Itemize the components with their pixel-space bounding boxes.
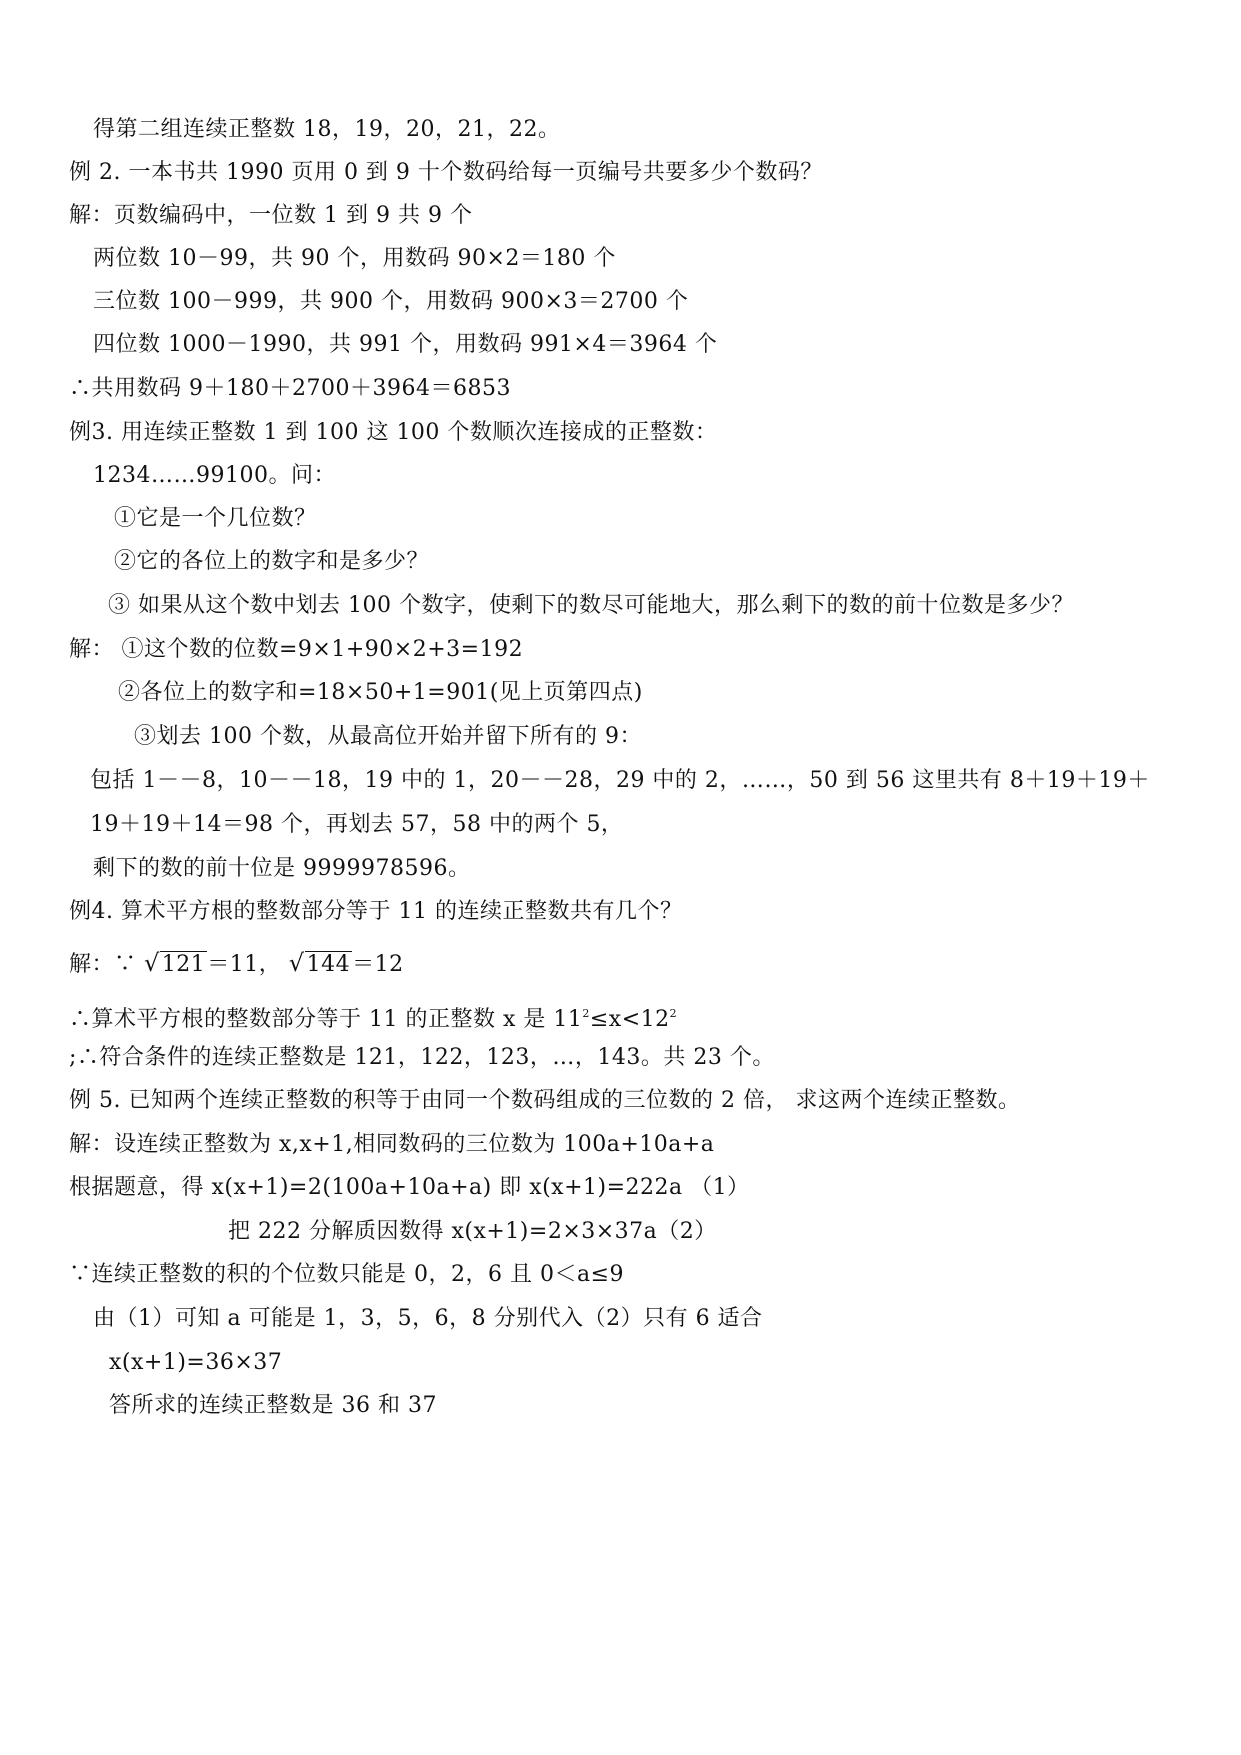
text-line: 包括 1－－8，10－－18，19 中的 1，20－－28，29 中的 2，……，50 到 56 这里共有 8＋19＋19＋	[90, 768, 1150, 793]
text-line: ∵连续正整数的积的个位数只能是 0，2，6 且 0＜a≤9	[69, 1262, 625, 1287]
text-line: 解：设连续正整数为 x,x+1,相同数码的三位数为 100a+10a+a	[69, 1132, 715, 1157]
text-line: 三位数 100－999，共 900 个，用数码 900×3＝2700 个	[93, 289, 689, 314]
text-line: ②各位上的数字和=18×50+1=901(见上页第四点)	[118, 680, 643, 705]
example-5-heading: 例 5. 已知两个连续正整数的积等于由同一个数码组成的三位数的 2 倍， 求这两个连续正整数。	[69, 1088, 1021, 1113]
inequality-line: ∴算术平方根的整数部分等于 11 的正整数 x 是 $11^2\le x<12^2$	[69, 1007, 678, 1032]
sqrt-symbol-1: √121	[144, 949, 206, 977]
example-4-heading: 例4. 算术平方根的整数部分等于 11 的连续正整数共有几个？	[69, 899, 683, 924]
text-line: 剩下的数的前十位是 9999978596。	[93, 856, 471, 881]
text-line: 四位数 1000－1990，共 991 个，用数码 991×4＝3964 个	[93, 332, 718, 357]
text-line: 把 222 分解质因数得 x(x+1)=2×3×37a（2）	[228, 1219, 717, 1244]
answer-line: 答所求的连续正整数是 36 和 37	[109, 1393, 437, 1418]
example-2-heading: 例 2. 一本书共 1990 页用 0 到 9 十个数码给每一页编号共要多少个数码？	[69, 160, 823, 185]
text-line: 根据题意，得 x(x+1)=2(100a+10a+a) 即 x(x+1)=222a （1）	[69, 1175, 750, 1200]
text-line: 得第二组连续正整数 18，19，20，21，22。	[93, 117, 561, 142]
text-line: x(x+1)=36×37	[109, 1350, 283, 1375]
text-line: 解： ①这个数的位数=9×1+90×2+3=192	[69, 637, 524, 662]
text-line: 1234……99100。问：	[93, 463, 336, 488]
question-3: ③ 如果从这个数中划去 100 个数字，使剩下的数尽可能地大，那么剩下的数的前十位数是多少？	[108, 593, 1074, 618]
sqrt-equation: 解：∵ √121＝11， √144＝12	[69, 948, 404, 980]
question-1: ①它是一个几位数？	[114, 506, 317, 531]
sqrt-symbol-2: √144	[288, 949, 351, 977]
text-line: ;∴符合条件的连续正整数是 121，122，123，…，143。共 23 个。	[69, 1045, 775, 1070]
text-line: 由（1）可知 a 可能是 1，3，5，6，8 分别代入（2）只有 6 适合	[93, 1306, 763, 1331]
text-line: 19＋19＋14＝98 个，再划去 57，58 中的两个 5，	[90, 812, 624, 837]
example-3-heading: 例3. 用连续正整数 1 到 100 这 100 个数顺次连接成的正整数：	[69, 420, 718, 445]
text-line: 解：页数编码中，一位数 1 到 9 共 9 个	[69, 203, 473, 228]
text-line: ∴共用数码 9＋180＋2700＋3964＝6853	[69, 376, 511, 401]
text-line: ③划去 100 个数，从最高位开始并留下所有的 9：	[134, 724, 642, 749]
question-2: ②它的各位上的数字和是多少？	[114, 549, 430, 574]
text-line: 两位数 10－99，共 90 个，用数码 90×2＝180 个	[93, 246, 616, 271]
